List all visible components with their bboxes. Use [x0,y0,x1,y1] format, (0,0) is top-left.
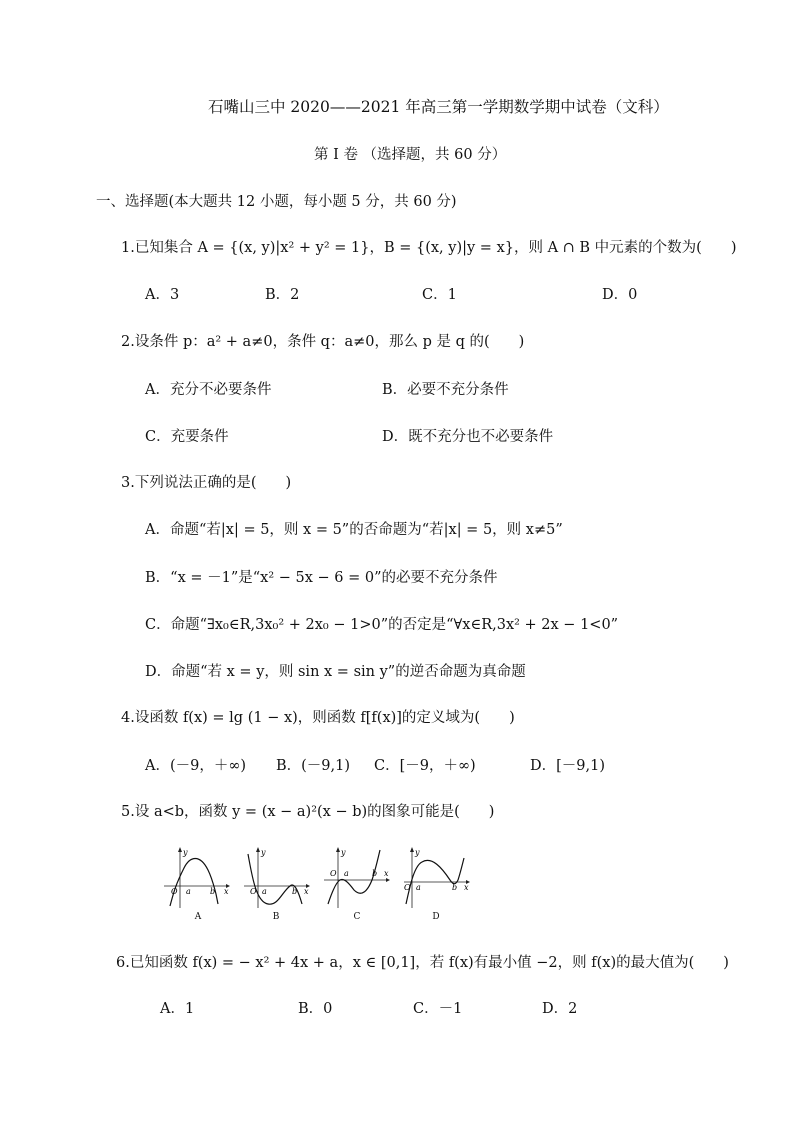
question-1-option-a: A．3 [145,287,180,303]
graph-d-origin-label: O [404,883,411,892]
graph-a-origin-label: O [171,887,178,896]
question-6-stem: 6.已知函数 f(x) = − x² + 4x + a，x ∈ [0,1]，若 f(x)有最小值 −2，则 f(x)的最大值为( ) [116,955,729,971]
graph-d-a-label: a [416,883,421,892]
graph-b-label: B [272,912,280,922]
question-4-option-b: B．(－9,1) [276,758,351,774]
question-2-option-b: B．必要不充分条件 [382,382,509,398]
question-5-stem: 5.设 a<b，函数 y = (x − a)²(x − b)的图象可能是( ) [121,804,495,820]
graph-c-origin-label: O [330,869,337,878]
graph-c [322,846,392,910]
question-4-option-c: C．[－9，＋∞) [374,758,476,774]
graph-a [162,846,232,910]
graph-d-x-label: x [464,883,469,892]
question-3-stem: 3.下列说法正确的是( ) [121,475,292,491]
question-6-option-d: D．2 [542,1001,578,1017]
graph-d-b-label: b [452,883,458,892]
exam-title: 石嘴山三中 2020——2021 年高三第一学期数学期中试卷（文科） [208,98,669,116]
graph-b-b-label: b [292,887,298,896]
question-4-stem: 4.设函数 f(x) = lg (1 − x)，则函数 f[f(x)]的定义域为( ) [121,710,515,726]
graph-c-b-label: b [372,869,378,878]
graph-c-a-label: a [344,869,349,878]
graph-a-x-label: x [224,887,229,896]
question-2-option-a: A．充分不必要条件 [145,382,272,398]
question-4-option-d: D．[－9,1) [530,758,605,774]
graph-a-b-label: b [210,887,216,896]
graph-b-x-label: x [304,887,309,896]
question-2-stem: 2.设条件 p：a² + a≠0，条件 q：a≠0，那么 p 是 q 的( ) [121,334,525,350]
section-heading: 一、选择题(本大题共 12 小题，每小题 5 分，共 60 分) [96,194,457,210]
question-1-option-b: B．2 [265,287,300,303]
question-1-stem: 1.已知集合 A = {(x, y)|x² + y² = 1}，B = {(x, y)|y = x}，则 A ∩ B 中元素的个数为( ) [121,240,737,256]
question-3-option-d: D．命题“若 x = y，则 sin x = sin y”的逆否命题为真命题 [145,664,526,680]
question-6-option-c: C．－1 [413,1001,463,1017]
graph-b [242,846,312,910]
question-2-option-c: C．充要条件 [145,429,229,445]
question-5-graph-options [162,846,482,926]
question-3-option-c: C．命题“∃x₀∈R,3x₀² + 2x₀ − 1>0”的否定是“∀x∈R,3x² + 2x − 1<0” [145,617,619,633]
volume-heading: 第 I 卷 （选择题，共 60 分） [314,147,507,163]
graph-d [402,846,472,910]
question-3-option-b: B．“x = －1”是“x² − 5x − 6 = 0”的必要不充分条件 [145,570,498,586]
graph-a-a-label: a [186,887,191,896]
graph-b-a-label: a [262,887,267,896]
graph-a-y-label: y [183,848,188,857]
question-3-option-a: A．命题“若|x| = 5，则 x = 5”的否命题为“若|x| = 5，则 x≠5” [145,522,563,538]
graph-b-y-label: y [261,848,266,857]
question-2-option-d: D．既不充分也不必要条件 [382,429,554,445]
graph-d-label: D [432,912,440,922]
graph-c-label: C [353,912,361,922]
question-6-option-b: B．0 [298,1001,333,1017]
graph-b-origin-label: O [250,887,257,896]
question-4-option-a: A．(－9，＋∞) [145,758,247,774]
graph-c-y-label: y [341,848,346,857]
graph-d-y-label: y [415,848,420,857]
question-1-option-d: D．0 [602,287,638,303]
graph-a-label: A [194,912,202,922]
question-6-option-a: A．1 [160,1001,195,1017]
question-1-option-c: C．1 [422,287,457,303]
graph-c-x-label: x [384,869,389,878]
